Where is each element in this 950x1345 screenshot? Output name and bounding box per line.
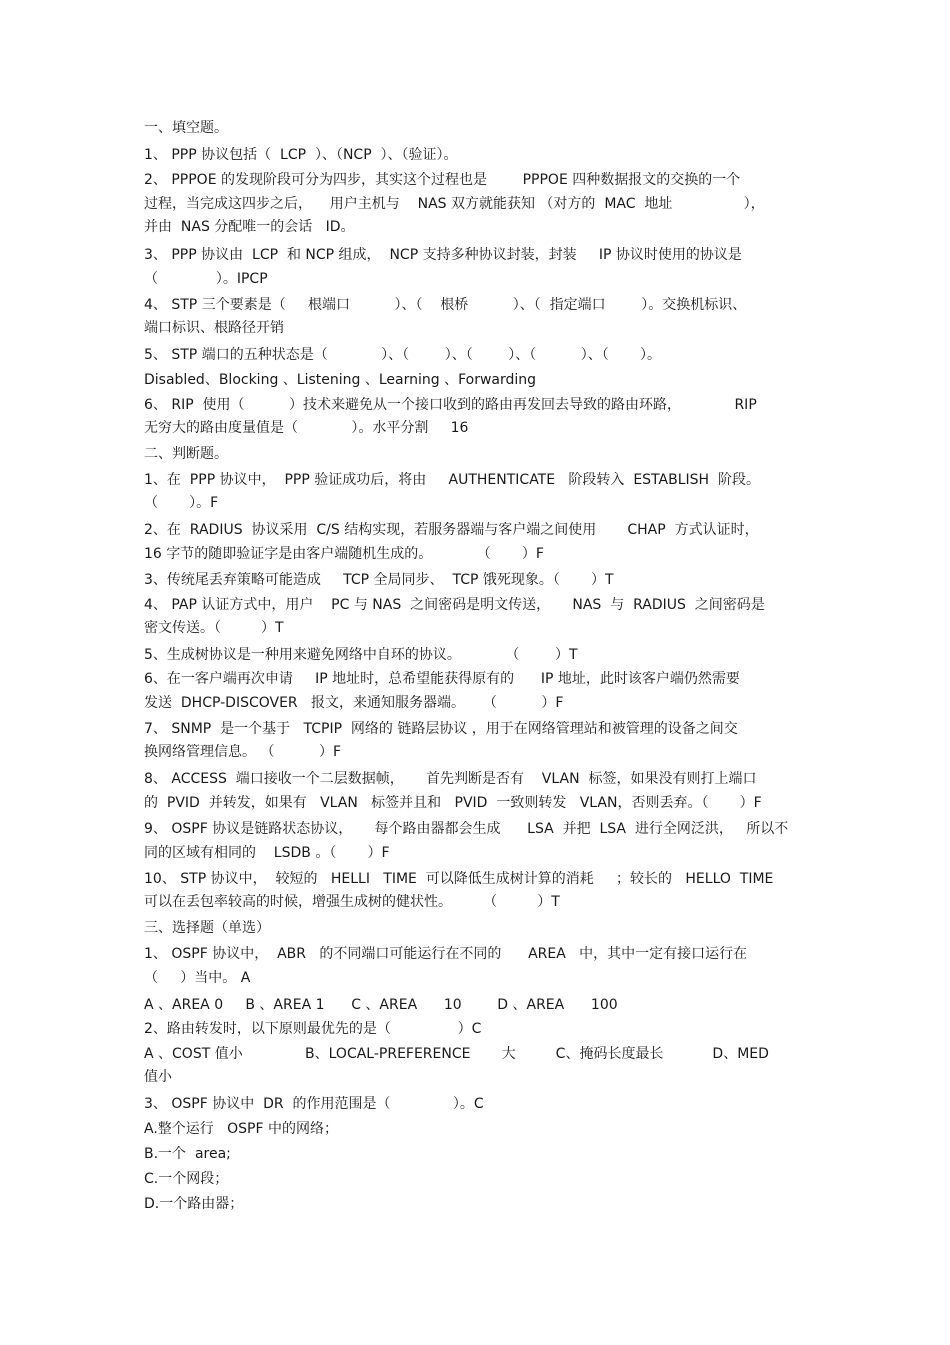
text-line: 无穷大的路由度量值是（ ）。水平分割 16: [144, 420, 469, 436]
text-line: 值小: [144, 1069, 172, 1085]
text-line: 7、 SNMP 是一个基于 TCPIP 网络的 链路层协议 ，用于在网络管理站和被管理的设备之间交: [144, 721, 738, 737]
text-line: 3、 OSPF 协议中 DR 的作用范围是（ ）。C: [144, 1096, 484, 1112]
text-line: 5、生成树协议是一种用来避免网络中自环的协议。 （ ）T: [144, 647, 578, 663]
text-line: A.整个运行 OSPF 中的网络；: [144, 1121, 338, 1137]
text-line: （ ）当中。 A: [144, 970, 251, 986]
text-line: 16 字节的随即验证字是由客户端随机生成的。 （ ）F: [144, 546, 544, 562]
text-line: 2、路由转发时，以下原则最优先的是（ ）C: [144, 1021, 482, 1037]
text-line: 1、在 PPP 协议中， PPP 验证成功后，将由 AUTHENTICATE 阶段转入 ESTABLISH 阶段。: [144, 472, 760, 488]
text-line: 同的区域有相同的 LSDB 。（ ）F: [144, 845, 390, 861]
text-line: 并由 NAS 分配唯一的会话 ID。: [144, 219, 355, 235]
text-line: 9、 OSPF 协议是链路状态协议， 每个路由器都会生成 LSA 并把 LSA 进行全网泛洪， 所以不: [144, 821, 789, 837]
text-line: 1、 PPP 协议包括（ LCP ）、（NCP ）、（验证）。: [144, 147, 458, 163]
text-line: 4、 PAP 认证方式中，用户 PC 与 NAS 之间密码是明文传送， NAS 与 RADIUS 之间密码是: [144, 597, 765, 613]
text-line: D.一个路由器；: [144, 1196, 244, 1212]
text-line: 6、 RIP 使用（ ）技术来避免从一个接口收到的路由再发回去导致的路由环路， RIP: [144, 397, 757, 413]
text-line: Disabled、Blocking 、Listening 、Learning 、Forwarding: [144, 372, 537, 388]
text-line: 6、在一客户端再次申请 IP 地址时，总希望能获得原有的 IP 地址，此时该客户端仍然需要: [144, 671, 740, 687]
section-heading-multiple-choice: 三、选择题（单选）: [144, 920, 270, 936]
text-line: 5、 STP 端口的五种状态是（ ）、（ ）、（ ）、（ ）、（ ）。: [144, 347, 661, 363]
text-line: 端口标识、根路径开销: [144, 320, 284, 336]
text-line: 10、 STP 协议中， 较短的 HELLI TIME 可以降低生成树计算的消耗 ；较长的 HELLO TIME: [144, 871, 774, 887]
text-line: 2、在 RADIUS 协议采用 C/S 结构实现，若服务器端与客户端之间使用 CHAP 方式认证时，: [144, 522, 759, 538]
text-line: 可以在丢包率较高的时候，增强生成树的健状性。 （ ）T: [144, 894, 560, 910]
section-heading-true-false: 二、判断题。: [144, 446, 228, 462]
text-line: 3、 PPP 协议由 LCP 和 NCP 组成， NCP 支持多种协议封装，封装 IP 协议时使用的协议是: [144, 247, 742, 263]
text-line: 1、 OSPF 协议中， ABR 的不同端口可能运行在不同的 AREA 中，其中一定有接口运行在: [144, 946, 748, 962]
text-line: （ ）。IPCP: [144, 271, 268, 287]
text-line: 2、 PPPOE 的发现阶段可分为四步，其实这个过程也是 PPPOE 四种数据报文的交换的一个: [144, 172, 741, 188]
text-line: 的 PVID 并转发，如果有 VLAN 标签并且和 PVID 一致则转发 VLAN，否则丢弃。（ ）F: [144, 795, 762, 811]
section-heading-fill-in: 一、填空题。: [144, 120, 228, 136]
text-line: B.一个 area;: [144, 1146, 231, 1162]
text-line: （ ）。F: [144, 495, 219, 511]
text-line: 4、 STP 三个要素是（ 根端口 ）、（ 根桥 ）、（ 指定端口 ）。交换机标识、: [144, 297, 747, 313]
text-line: A 、AREA 0 B 、AREA 1 C 、AREA 10 D 、AREA 100: [144, 997, 618, 1013]
text-line: 密文传送。（ ）T: [144, 620, 284, 636]
text-line: 发送 DHCP-DISCOVER 报文，来通知服务器端。 （ ）F: [144, 695, 564, 711]
text-line: 过程，当完成这四步之后， 用户主机与 NAS 双方就能获知 （对方的 MAC 地址 ），: [144, 196, 765, 212]
text-line: 3、传统尾丢弃策略可能造成 TCP 全局同步、 TCP 饿死现象。（ ）T: [144, 572, 614, 588]
text-line: A 、COST 值小 B、LOCAL-PREFERENCE 大 C、掩码长度最长 D、MED: [144, 1046, 769, 1062]
text-line: 换网络管理信息。 （ ）F: [144, 744, 342, 760]
text-line: C.一个网段；: [144, 1171, 229, 1187]
text-line: 8、 ACCESS 端口接收一个二层数据帧， 首先判断是否有 VLAN 标签，如果没有则打上端口: [144, 771, 757, 787]
